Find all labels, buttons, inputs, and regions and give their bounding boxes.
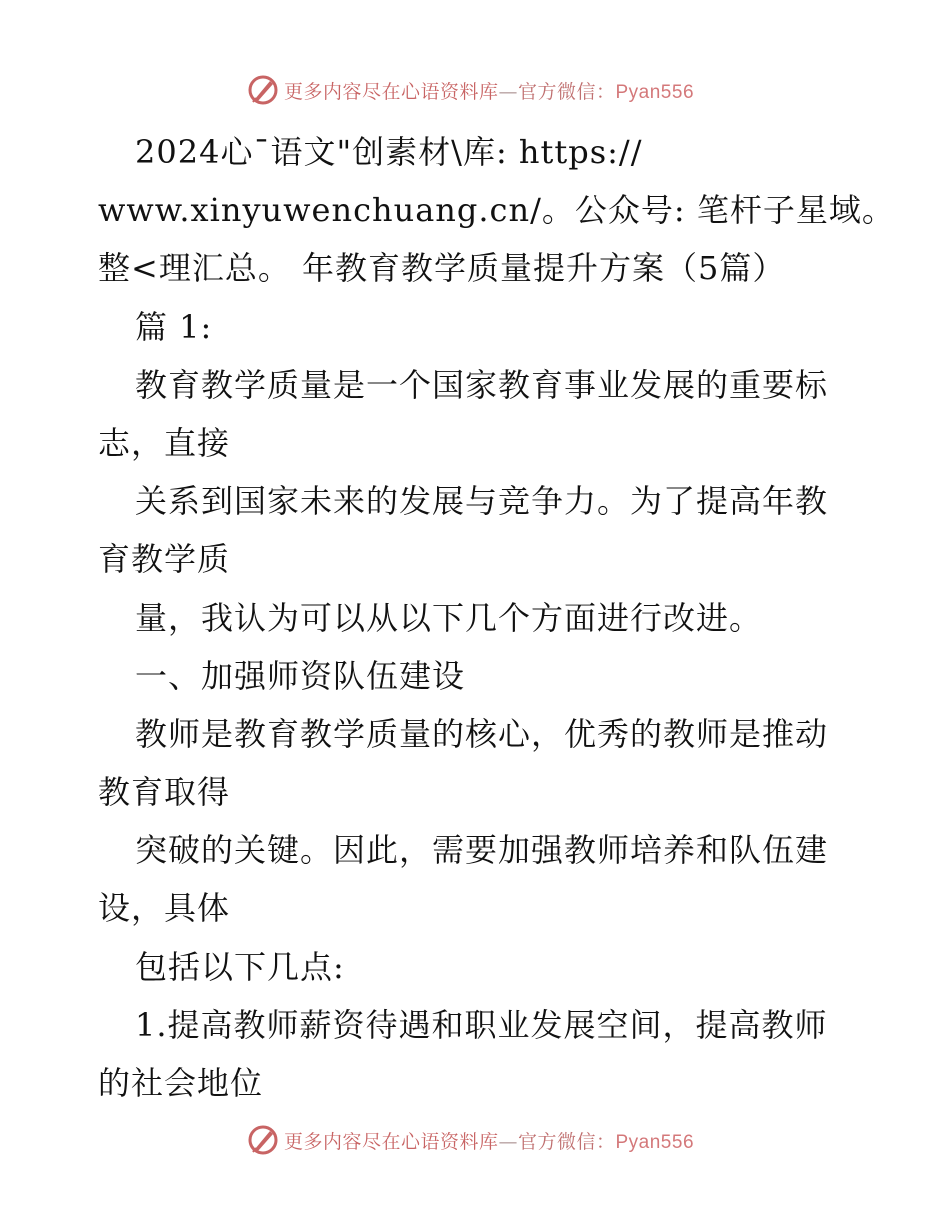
doc-line-section-heading: 篇 1: [135, 307, 213, 346]
doc-line-paragraph: 教育取得 [98, 773, 231, 812]
doc-line-list-item: 1.提高教师薪资待遇和职业发展空间，提高教师 [135, 1005, 828, 1044]
doc-line-paragraph: 包括以下几点: [135, 947, 345, 986]
doc-line-paragraph: 育教学质 [98, 540, 231, 579]
doc-line-paragraph: 量，我认为可以从以下几个方面进行改进。 [135, 598, 763, 637]
quill-pen-circle-icon [246, 1123, 280, 1157]
watermark-wechat-label: 官方微信： [517, 1130, 616, 1153]
watermark-brand: 更多内容尽在心语资料库 [283, 80, 499, 103]
doc-line-paragraph: 设，具体 [98, 889, 231, 928]
doc-line-subheading: 一、加强师资队伍建设 [135, 656, 466, 695]
doc-line-paragraph: 教育教学质量是一个国家教育事业发展的重要标 [135, 365, 829, 404]
watermark-wechat-label: 官方微信： [517, 80, 616, 103]
doc-line-list-item: 的社会地位 [98, 1064, 264, 1102]
watermark-separator: — [498, 80, 518, 103]
doc-line-paragraph: 教师是教育教学质量的核心，优秀的教师是推动 [135, 714, 829, 753]
header-watermark [0, 70, 950, 110]
watermark-brand: 更多内容尽在心语资料库 [283, 1130, 499, 1153]
doc-line-paragraph: 关系到国家未来的发展与竞争力。为了提高年教 [135, 482, 829, 521]
watermark-handle: Pyan556 [615, 81, 695, 103]
footer-watermark [0, 1120, 950, 1160]
document-body [98, 123, 895, 1112]
quill-pen-circle-icon [246, 73, 280, 107]
doc-line-paragraph: 志，直接 [98, 423, 231, 462]
watermark-separator: — [498, 1130, 518, 1153]
doc-line-paragraph: 突破的关键。因此，需要加强教师培养和队伍建 [135, 831, 829, 870]
doc-line-title: 整<理汇总。 年教育教学质量提升方案（5篇） [98, 249, 786, 288]
doc-line-source-url: 2024心¯语文"创素材\库: https:// [135, 133, 643, 171]
watermark-handle: Pyan556 [615, 1131, 695, 1153]
doc-line-source-account: www.xinyuwenchuang.cn/。公众号: 笔杆子星域。 [98, 191, 895, 230]
